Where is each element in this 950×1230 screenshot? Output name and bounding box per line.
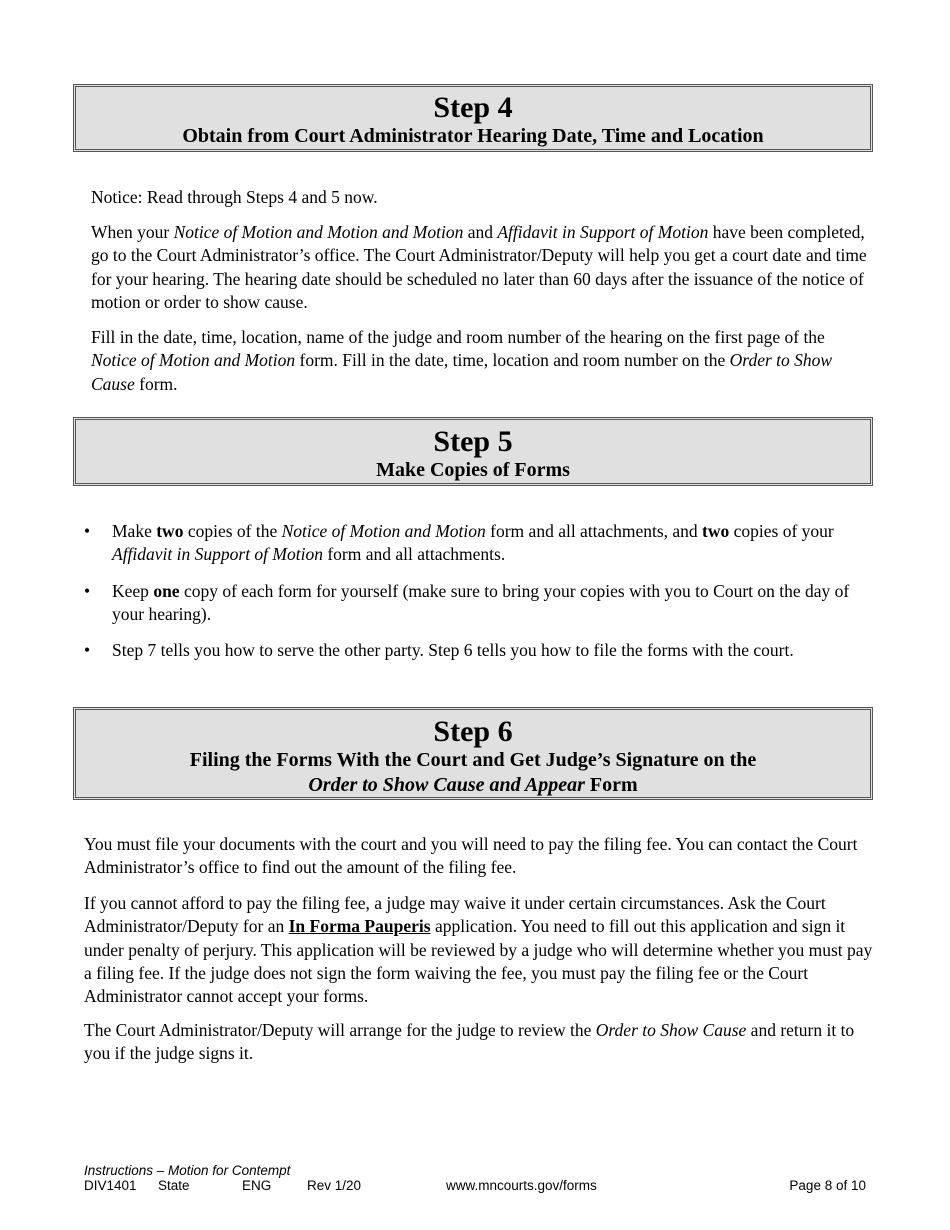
list-item: • Step 7 tells you how to serve the other party. Step 6 tells you how to file the forms with the court. [84,640,794,661]
in-forma-pauperis-term: In Forma Pauperis [288,916,431,937]
step6-paragraph-3: The Court Administrator/Deputy will arrange for the judge to review the Order to Show Cause and return it to you if the judge signs it. [84,1020,855,1064]
footer-language: ENG [242,1178,272,1193]
step6-paragraph-2: If you cannot afford to pay the filing fee, a judge may waive it under certain circumstances. Ask the Court Administrator/Deputy for an In Forma Pauperis application. You need to fill out this application and sign it under penalty of perjury. This application will be reviewed by a judge who will determine whether you must pay a filing fee. If the judge does not sign the form waiving the fee, you must pay the filing fee or the Court Administrator cannot accept your forms. [84,893,873,1007]
footer-title: Instructions – Motion for Contempt [84,1163,291,1178]
step6-paragraph-1: You must file your documents with the court and you will need to pay the filing fee. You can contact the Court Administrator’s office to find out the amount of the filing fee. [84,834,858,878]
step4-notice: Notice: Read through Steps 4 and 5 now. [91,187,378,207]
list-item: • Keep one copy of each form for yourself (make sure to bring your copies with you to Court on the day of your hearing). [84,580,850,624]
footer-row [84,1178,866,1196]
footer-page-number: Page 8 of 10 [789,1178,866,1193]
step6-subtitle-line-1: Filing the Forms With the Court and Get Judge’s Signature on the [189,749,757,771]
footer-revision: Rev 1/20 [307,1178,362,1193]
step5-subtitle: Make Copies of Forms [376,459,570,481]
step5-header [73,417,873,486]
step4-subtitle: Obtain from Court Administrator Hearing Date, Time and Location [182,125,764,147]
list-item: • Make two copies of the Notice of Motion and Motion form and all attachments, and two copies of your Affidavit in Support of Motion form and all attachments. [84,521,834,565]
step6-header [73,707,873,800]
page-footer [84,1163,866,1196]
step4-title: Step 4 [433,91,513,124]
step6-subtitle-line-2: Order to Show Cause and Appear Form [308,774,638,796]
step5-title: Step 5 [433,425,513,458]
step5-bullet-list [84,520,874,675]
step6-title: Step 6 [433,715,513,748]
step4-paragraph-2: Fill in the date, time, location, name of the judge and room number of the hearing on the first page of the Notice of Motion and Motion form. Fill in the date, time, location and room number on the Order to Show Cause form. [91,327,833,394]
footer-form-id: DIV1401 [84,1178,137,1193]
footer-scope: State [158,1178,190,1193]
step4-header [73,84,873,152]
footer-url: www.mncourts.gov/forms [446,1178,597,1193]
step4-paragraph-1: When your Notice of Motion and Motion and Motion and Affidavit in Support of Motion have been completed, go to the Court Administrator’s office. The Court Administrator/Deputy will help you get a court date and time for your hearing. The hearing date should be scheduled no later than 60 days after the issuance of the notice of motion or order to show cause. [91,222,867,312]
